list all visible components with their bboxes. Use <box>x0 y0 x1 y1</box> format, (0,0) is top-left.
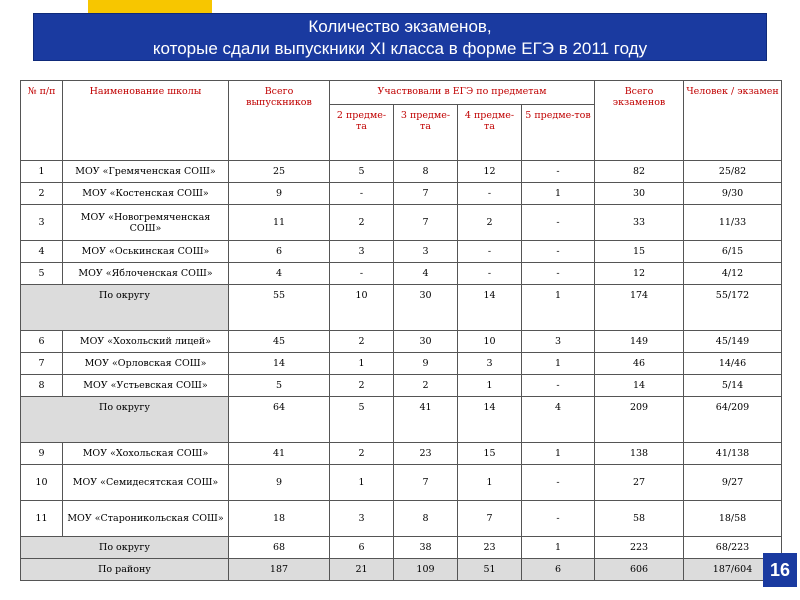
cell-4-subjects: - <box>458 241 522 263</box>
header-5-subjects: 5 предме-тов <box>522 105 595 161</box>
cell-exams: 149 <box>595 331 684 353</box>
header-participated: Участвовали в ЕГЭ по предметам <box>330 81 595 105</box>
cell-ratio: 14/46 <box>684 353 782 375</box>
cell-ratio: 41/138 <box>684 443 782 465</box>
cell-4-subjects: 23 <box>458 537 522 559</box>
cell-4-subjects: 1 <box>458 465 522 501</box>
header-num: № п/п <box>21 81 63 161</box>
cell-exams: 138 <box>595 443 684 465</box>
table-row <box>21 205 782 241</box>
cell-3-subjects: 8 <box>394 161 458 183</box>
cell-4-subjects: 7 <box>458 501 522 537</box>
cell-3-subjects: 38 <box>394 537 458 559</box>
cell-ratio: 9/30 <box>684 183 782 205</box>
cell-5-subjects: 1 <box>522 443 595 465</box>
cell-3-subjects: 8 <box>394 501 458 537</box>
table-row <box>21 501 782 537</box>
exams-table <box>20 80 782 581</box>
cell-num: 2 <box>21 183 63 205</box>
header-exams: Всего экзаменов <box>595 81 684 161</box>
cell-5-subjects: 1 <box>522 183 595 205</box>
cell-exams: 223 <box>595 537 684 559</box>
cell-3-subjects: 9 <box>394 353 458 375</box>
table-row <box>21 161 782 183</box>
cell-school: МОУ «Хохольская СОШ» <box>63 443 229 465</box>
cell-num: 9 <box>21 443 63 465</box>
cell-2-subjects: 6 <box>330 537 394 559</box>
cell-school: МОУ «Костенская СОШ» <box>63 183 229 205</box>
cell-2-subjects: - <box>330 263 394 285</box>
cell-ratio: 6/15 <box>684 241 782 263</box>
cell-3-subjects: 4 <box>394 263 458 285</box>
cell-4-subjects: 10 <box>458 331 522 353</box>
cell-school: МОУ «Устьевская СОШ» <box>63 375 229 397</box>
cell-school: МОУ «Семидесятская СОШ» <box>63 465 229 501</box>
cell-2-subjects: 5 <box>330 161 394 183</box>
cell-num: 4 <box>21 241 63 263</box>
cell-num: 1 <box>21 161 63 183</box>
cell-3-subjects: 7 <box>394 205 458 241</box>
cell-4-subjects: - <box>458 183 522 205</box>
cell-5-subjects: - <box>522 375 595 397</box>
cell-4-subjects: 15 <box>458 443 522 465</box>
cell-exams: 46 <box>595 353 684 375</box>
cell-school: МОУ «Орловская СОШ» <box>63 353 229 375</box>
subtotal-row <box>21 537 782 559</box>
cell-school: МОУ «Гремяченская СОШ» <box>63 161 229 183</box>
table-row <box>21 241 782 263</box>
cell-2-subjects: 10 <box>330 285 394 331</box>
cell-exams: 14 <box>595 375 684 397</box>
cell-ratio: 55/172 <box>684 285 782 331</box>
cell-5-subjects: - <box>522 501 595 537</box>
cell-2-subjects: 5 <box>330 397 394 443</box>
cell-num: 5 <box>21 263 63 285</box>
title-line-1: Количество экзаменов, <box>308 17 492 36</box>
slide-title <box>33 13 767 61</box>
cell-num: 10 <box>21 465 63 501</box>
cell-5-subjects: 4 <box>522 397 595 443</box>
cell-ratio: 5/14 <box>684 375 782 397</box>
cell-subtotal-label: По округу <box>21 285 229 331</box>
table-row <box>21 443 782 465</box>
cell-num: 11 <box>21 501 63 537</box>
cell-ratio: 187/604 <box>684 559 782 581</box>
cell-3-subjects: 7 <box>394 465 458 501</box>
cell-exams: 82 <box>595 161 684 183</box>
cell-4-subjects: 51 <box>458 559 522 581</box>
cell-graduates: 68 <box>229 537 330 559</box>
cell-2-subjects: 2 <box>330 205 394 241</box>
cell-exams: 27 <box>595 465 684 501</box>
cell-2-subjects: 1 <box>330 465 394 501</box>
cell-subtotal-label: По округу <box>21 537 229 559</box>
cell-graduates: 45 <box>229 331 330 353</box>
cell-graduates: 11 <box>229 205 330 241</box>
cell-school: МОУ «Оськинская СОШ» <box>63 241 229 263</box>
cell-subtotal-label: По округу <box>21 397 229 443</box>
cell-5-subjects: 1 <box>522 285 595 331</box>
cell-ratio: 45/149 <box>684 331 782 353</box>
cell-3-subjects: 3 <box>394 241 458 263</box>
cell-2-subjects: 1 <box>330 353 394 375</box>
cell-5-subjects: - <box>522 241 595 263</box>
cell-3-subjects: 30 <box>394 285 458 331</box>
cell-5-subjects: - <box>522 205 595 241</box>
cell-5-subjects: 3 <box>522 331 595 353</box>
cell-4-subjects: 2 <box>458 205 522 241</box>
cell-2-subjects: 3 <box>330 501 394 537</box>
cell-ratio: 11/33 <box>684 205 782 241</box>
cell-2-subjects: 2 <box>330 443 394 465</box>
cell-subtotal-label: По району <box>21 559 229 581</box>
header-ratio: Человек / экзамен <box>684 81 782 161</box>
cell-school: МОУ «Хохольский лицей» <box>63 331 229 353</box>
cell-5-subjects: 6 <box>522 559 595 581</box>
cell-3-subjects: 41 <box>394 397 458 443</box>
page-number: 16 <box>763 553 797 587</box>
header-2-subjects: 2 предме-та <box>330 105 394 161</box>
cell-5-subjects: - <box>522 263 595 285</box>
cell-school: МОУ «Яблоченская СОШ» <box>63 263 229 285</box>
cell-graduates: 64 <box>229 397 330 443</box>
cell-graduates: 55 <box>229 285 330 331</box>
table-row <box>21 331 782 353</box>
cell-graduates: 9 <box>229 183 330 205</box>
header-3-subjects: 3 предме-та <box>394 105 458 161</box>
table-row <box>21 353 782 375</box>
cell-3-subjects: 109 <box>394 559 458 581</box>
cell-exams: 58 <box>595 501 684 537</box>
table-row <box>21 375 782 397</box>
cell-ratio: 64/209 <box>684 397 782 443</box>
cell-graduates: 6 <box>229 241 330 263</box>
cell-graduates: 5 <box>229 375 330 397</box>
cell-exams: 606 <box>595 559 684 581</box>
header-4-subjects: 4 предме-та <box>458 105 522 161</box>
table-body <box>21 161 782 581</box>
cell-graduates: 18 <box>229 501 330 537</box>
cell-exams: 33 <box>595 205 684 241</box>
cell-3-subjects: 2 <box>394 375 458 397</box>
cell-2-subjects: 2 <box>330 331 394 353</box>
cell-ratio: 4/12 <box>684 263 782 285</box>
cell-5-subjects: - <box>522 161 595 183</box>
cell-exams: 174 <box>595 285 684 331</box>
table-row <box>21 183 782 205</box>
cell-ratio: 68/223 <box>684 537 782 559</box>
title-line-2: которые сдали выпускники XI класса в форме ЕГЭ в 2011 году <box>152 39 648 58</box>
cell-num: 6 <box>21 331 63 353</box>
cell-4-subjects: 14 <box>458 397 522 443</box>
cell-ratio: 9/27 <box>684 465 782 501</box>
table-row <box>21 465 782 501</box>
cell-num: 7 <box>21 353 63 375</box>
cell-school: МОУ «Новогремяченская СОШ» <box>63 205 229 241</box>
cell-3-subjects: 7 <box>394 183 458 205</box>
cell-graduates: 9 <box>229 465 330 501</box>
subtotal-row <box>21 397 782 443</box>
cell-5-subjects: 1 <box>522 537 595 559</box>
table-row <box>21 263 782 285</box>
cell-graduates: 25 <box>229 161 330 183</box>
cell-4-subjects: - <box>458 263 522 285</box>
cell-5-subjects: - <box>522 465 595 501</box>
cell-3-subjects: 23 <box>394 443 458 465</box>
cell-school: МОУ «Староникольская СОШ» <box>63 501 229 537</box>
cell-4-subjects: 14 <box>458 285 522 331</box>
cell-exams: 12 <box>595 263 684 285</box>
district-total-row <box>21 559 782 581</box>
cell-2-subjects: 21 <box>330 559 394 581</box>
cell-num: 8 <box>21 375 63 397</box>
cell-ratio: 18/58 <box>684 501 782 537</box>
cell-4-subjects: 1 <box>458 375 522 397</box>
cell-4-subjects: 3 <box>458 353 522 375</box>
cell-2-subjects: - <box>330 183 394 205</box>
header-graduates: Всего выпускников <box>229 81 330 161</box>
cell-4-subjects: 12 <box>458 161 522 183</box>
table-header <box>21 81 782 161</box>
cell-exams: 30 <box>595 183 684 205</box>
cell-2-subjects: 2 <box>330 375 394 397</box>
cell-5-subjects: 1 <box>522 353 595 375</box>
cell-graduates: 4 <box>229 263 330 285</box>
cell-3-subjects: 30 <box>394 331 458 353</box>
cell-exams: 15 <box>595 241 684 263</box>
cell-exams: 209 <box>595 397 684 443</box>
cell-ratio: 25/82 <box>684 161 782 183</box>
cell-graduates: 14 <box>229 353 330 375</box>
cell-num: 3 <box>21 205 63 241</box>
subtotal-row <box>21 285 782 331</box>
cell-graduates: 41 <box>229 443 330 465</box>
cell-2-subjects: 3 <box>330 241 394 263</box>
cell-graduates: 187 <box>229 559 330 581</box>
header-school: Наименование школы <box>63 81 229 161</box>
